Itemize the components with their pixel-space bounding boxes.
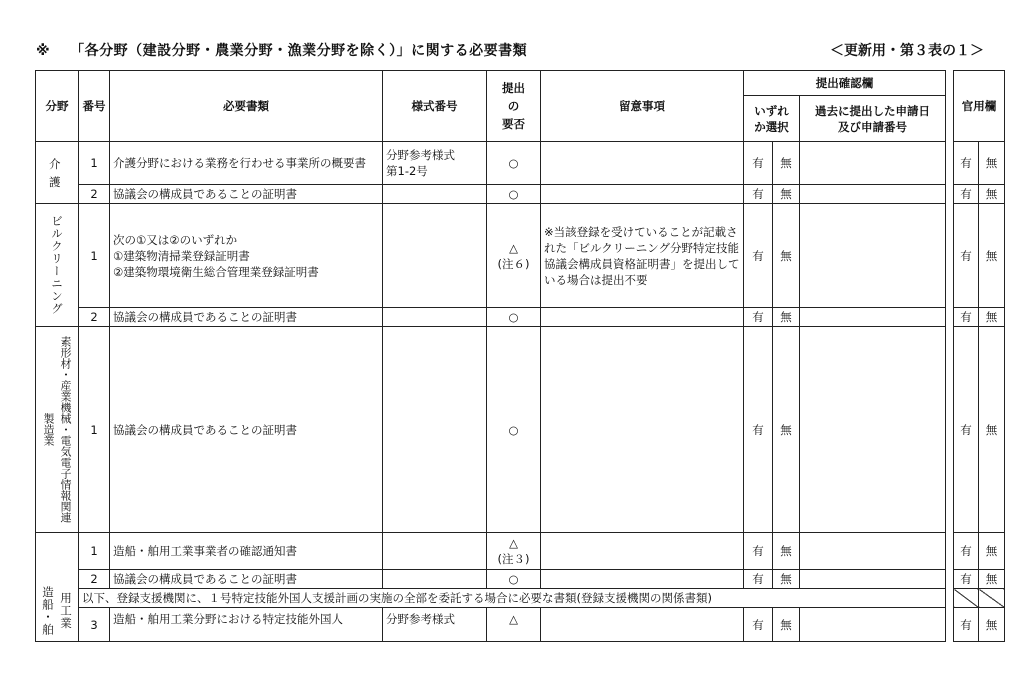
check-no[interactable]: 無 [773, 185, 800, 204]
note-cell [541, 608, 744, 642]
check-no[interactable]: 無 [773, 608, 800, 642]
past-application-cell[interactable] [800, 570, 946, 589]
official-no[interactable]: 無 [979, 327, 1005, 533]
check-yes[interactable]: 有 [744, 185, 773, 204]
official-yes[interactable]: 有 [954, 533, 979, 570]
row-number: 1 [79, 142, 110, 185]
form-number [383, 533, 487, 570]
required-mark: △ (注３) [487, 533, 541, 570]
required-mark: ○ [487, 185, 541, 204]
row-number: 2 [79, 185, 110, 204]
title-text: 「各分野（建設分野・農業分野・漁業分野を除く）」に関する必要書類 [70, 43, 528, 59]
form-number: 分野参考様式 第1-2号 [383, 142, 487, 185]
check-no[interactable]: 無 [773, 142, 800, 185]
check-no[interactable]: 無 [773, 533, 800, 570]
official-no[interactable]: 無 [979, 308, 1005, 327]
past-application-cell[interactable] [800, 185, 946, 204]
header-choose-one: いずれ か選択 [744, 96, 800, 142]
official-no[interactable]: 無 [979, 608, 1005, 642]
official-no[interactable]: 無 [979, 142, 1005, 185]
row-number: 2 [79, 570, 110, 589]
header-field: 分野 [36, 71, 79, 142]
official-yes[interactable]: 有 [954, 185, 979, 204]
check-yes[interactable]: 有 [744, 204, 773, 308]
check-no[interactable]: 無 [773, 327, 800, 533]
document-name: 協議会の構成員であることの証明書 [110, 308, 383, 327]
row-number: 3 [79, 608, 110, 642]
header-form-number: 様式番号 [383, 71, 487, 142]
section-note: 以下、登録支援機関に、１号特定技能外国人支援計画の実施の全部を委託する場合に必要な書類(登録支援機関の関係書類) [79, 589, 946, 608]
check-yes[interactable]: 有 [744, 142, 773, 185]
document-name: 造船・舶用工業分野における特定技能外国人 [110, 608, 383, 642]
field-manufacturing: 素形材・産業機械・電気電子情報関連製造業 [36, 327, 79, 533]
official-no[interactable]: 無 [979, 204, 1005, 308]
official-yes[interactable]: 有 [954, 142, 979, 185]
required-mark: △ [487, 608, 541, 642]
check-yes[interactable]: 有 [744, 608, 773, 642]
past-application-cell[interactable] [800, 308, 946, 327]
official-yes[interactable]: 有 [954, 608, 979, 642]
header-number: 番号 [79, 71, 110, 142]
field-kaigo: 介護 [36, 142, 79, 204]
note-cell [541, 142, 744, 185]
reference-mark: ※ [36, 43, 51, 59]
required-mark: △ (注６) [487, 204, 541, 308]
document-name: 協議会の構成員であることの証明書 [110, 327, 383, 533]
document-name: 協議会の構成員であることの証明書 [110, 185, 383, 204]
field-shipbuilding: 造船・舶用工業 [36, 533, 79, 642]
note-cell: ※当該登録を受けていることが記載された「ビルクリーニング分野特定技能協議会構成員資格証明書」を提出している場合は提出不要 [541, 204, 744, 308]
required-mark: ○ [487, 142, 541, 185]
check-yes[interactable]: 有 [744, 308, 773, 327]
official-yes[interactable]: 有 [954, 327, 979, 533]
form-number [383, 570, 487, 589]
official-yes[interactable]: 有 [954, 204, 979, 308]
document-name: 造船・舶用工業事業者の確認通知書 [110, 533, 383, 570]
note-cell [541, 533, 744, 570]
note-cell [541, 185, 744, 204]
document-name: 介護分野における業務を行わせる事業所の概要書 [110, 142, 383, 185]
row-number: 1 [79, 327, 110, 533]
past-application-cell[interactable] [800, 533, 946, 570]
row-number: 1 [79, 533, 110, 570]
header-notes: 留意事項 [541, 71, 744, 142]
form-number: 分野参考様式 [383, 608, 487, 642]
form-number [383, 185, 487, 204]
official-yes[interactable]: 有 [954, 308, 979, 327]
header-documents: 必要書類 [110, 71, 383, 142]
header-official-use: 官用欄 [954, 71, 1005, 142]
official-yes[interactable]: 有 [954, 570, 979, 589]
official-no[interactable]: 無 [979, 185, 1005, 204]
required-mark: ○ [487, 308, 541, 327]
document-name: 協議会の構成員であることの証明書 [110, 570, 383, 589]
header-past-application: 過去に提出した申請日 及び申請番号 [800, 96, 946, 142]
form-tag: ＜更新用・第３表の１＞ [830, 43, 984, 59]
crossed-out-cell [979, 589, 1005, 608]
past-application-cell[interactable] [800, 204, 946, 308]
row-number: 1 [79, 204, 110, 308]
check-yes[interactable]: 有 [744, 533, 773, 570]
form-number [383, 204, 487, 308]
check-yes[interactable]: 有 [744, 327, 773, 533]
header-required: 提出 の 要否 [487, 71, 541, 142]
past-application-cell[interactable] [800, 327, 946, 533]
crossed-out-cell [954, 589, 979, 608]
check-no[interactable]: 無 [773, 204, 800, 308]
header-submission-check: 提出確認欄 [744, 71, 946, 96]
required-mark: ○ [487, 570, 541, 589]
form-number [383, 327, 487, 533]
official-no[interactable]: 無 [979, 533, 1005, 570]
document-name: 次の①又は②のいずれか ①建築物清掃業登録証明書 ②建築物環境衛生総合管理業登録証明書 [110, 204, 383, 308]
past-application-cell[interactable] [800, 608, 946, 642]
column-gap [946, 71, 954, 142]
check-yes[interactable]: 有 [744, 570, 773, 589]
note-cell [541, 570, 744, 589]
past-application-cell[interactable] [800, 142, 946, 185]
document-title [36, 40, 527, 60]
check-no[interactable]: 無 [773, 308, 800, 327]
check-no[interactable]: 無 [773, 570, 800, 589]
required-mark: ○ [487, 327, 541, 533]
row-number: 2 [79, 308, 110, 327]
note-cell [541, 308, 744, 327]
requirements-table [35, 70, 1005, 642]
field-building-cleaning: ビルクリーニング [36, 204, 79, 327]
form-number [383, 308, 487, 327]
note-cell [541, 327, 744, 533]
official-no[interactable]: 無 [979, 570, 1005, 589]
